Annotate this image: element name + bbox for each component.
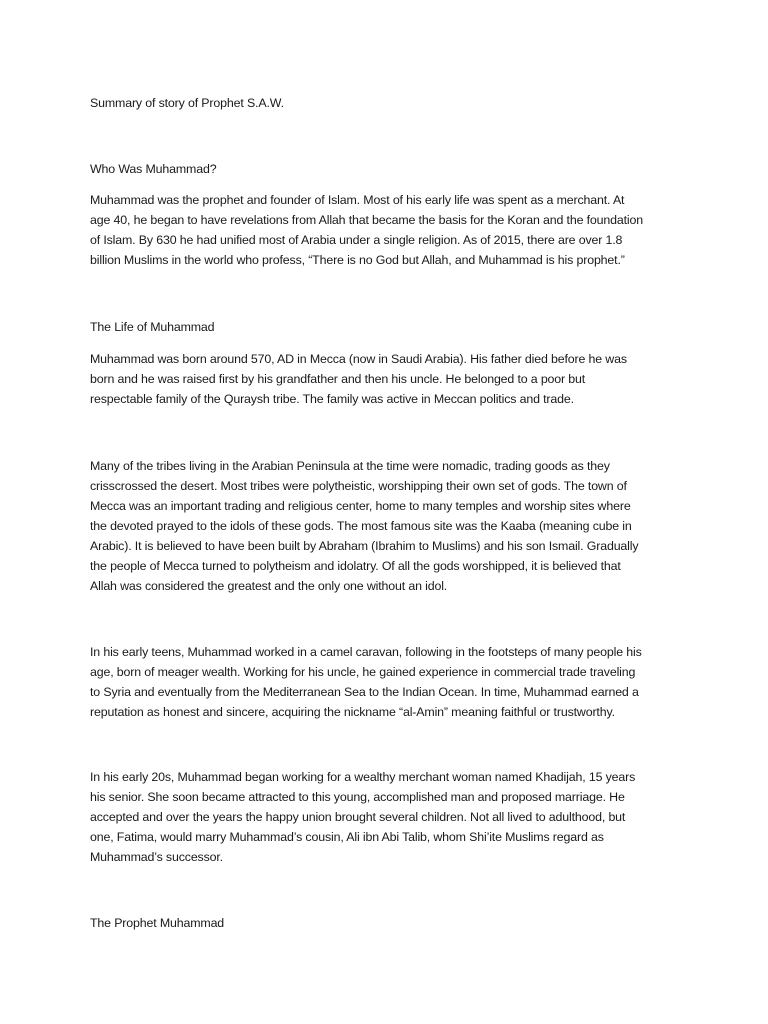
paragraph-line: Arabic). It is believed to have been built by Abraham (Ibrahim to Muslims) and his son Ismail. Gradually xyxy=(90,539,639,553)
section-heading-prophet-muhammad: The Prophet Muhammad xyxy=(90,916,225,930)
paragraph-line: accepted and over the years the happy union brought several children. Not all lived to adulthood, but xyxy=(90,810,626,824)
paragraph-line: the people of Mecca turned to polytheism and idolatry. Of all the gods worshipped, it is believed that xyxy=(90,559,621,573)
paragraph-line: Mecca was an important trading and religious center, home to many temples and worship sites where xyxy=(90,499,631,513)
paragraph-line: age, born of meager wealth. Working for his uncle, he gained experience in commercial trade traveling xyxy=(90,665,636,679)
paragraph-line: billion Muslims in the world who profess, “There is no God but Allah, and Muhammad is his prophet.” xyxy=(90,253,625,267)
paragraph-line: of Islam. By 630 he had unified most of Arabia under a single religion. As of 2015, there are over 1.8 xyxy=(90,233,623,247)
document-title: Summary of story of Prophet S.A.W. xyxy=(90,96,284,110)
paragraph-line: In his early teens, Muhammad worked in a camel caravan, following in the footsteps of many people his xyxy=(90,645,642,659)
paragraph-line: Muhammad was born around 570, AD in Mecca (now in Saudi Arabia). His father died before he was xyxy=(90,352,627,366)
paragraph-line: reputation as honest and sincere, acquiring the nickname “al-Amin” meaning faithful or trustworthy. xyxy=(90,705,615,719)
paragraph-line: to Syria and eventually from the Mediterranean Sea to the Indian Ocean. In time, Muhammad earned a xyxy=(90,685,639,699)
section-heading-who-was-muhammad: Who Was Muhammad? xyxy=(90,162,217,176)
paragraph-line: his senior. She soon became attracted to this young, accomplished man and proposed marriage. He xyxy=(90,790,625,804)
section-heading-life-of-muhammad: The Life of Muhammad xyxy=(90,320,215,334)
paragraph-line: age 40, he began to have revelations from Allah that became the basis for the Koran and the foundation xyxy=(90,213,643,227)
paragraph-line: respectable family of the Quraysh tribe. The family was active in Meccan politics and trade. xyxy=(90,392,574,406)
paragraph-line: Muhammad was the prophet and founder of Islam. Most of his early life was spent as a merchant. At xyxy=(90,193,625,207)
paragraph-line: the devoted prayed to the idols of these gods. The most famous site was the Kaaba (meaning cube in xyxy=(90,519,632,533)
paragraph-line: born and he was raised first by his grandfather and then his uncle. He belonged to a poor but xyxy=(90,372,586,386)
paragraph-line: In his early 20s, Muhammad began working for a wealthy merchant woman named Khadijah, 15 years xyxy=(90,770,636,784)
paragraph-line: Allah was considered the greatest and the only one without an idol. xyxy=(90,579,448,593)
paragraph-line: Many of the tribes living in the Arabian Peninsula at the time were nomadic, trading goods as they xyxy=(90,459,610,473)
paragraph-line: Muhammad’s successor. xyxy=(90,850,223,864)
paragraph-line: one, Fatima, would marry Muhammad’s cousin, Ali ibn Abi Talib, whom Shi’ite Muslims regard as xyxy=(90,830,604,844)
paragraph-line: crisscrossed the desert. Most tribes were polytheistic, worshipping their own set of gods. The town of xyxy=(90,479,627,493)
